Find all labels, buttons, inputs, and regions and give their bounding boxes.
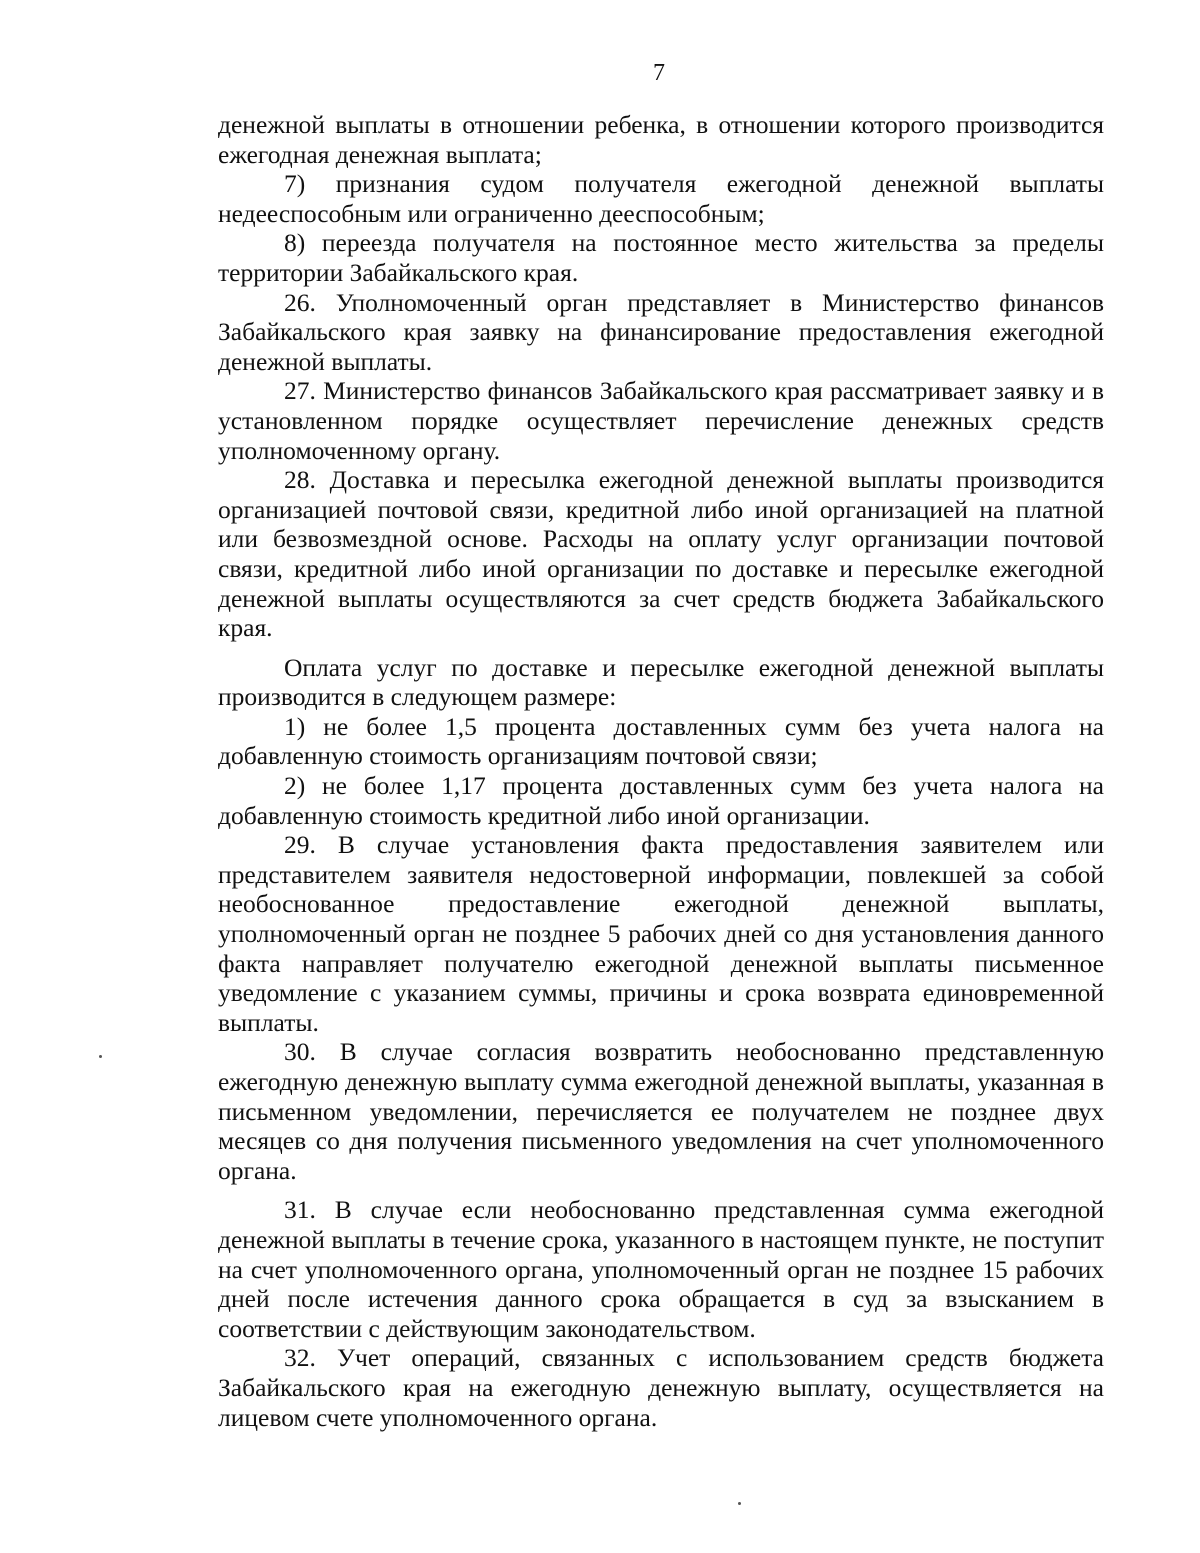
page-number: 7 xyxy=(653,60,665,86)
paragraph-27: 27. Министерство финансов Забайкальского края рассматривает заявку и в установленном порядке осуществляет перечисление денежных средств уполномоченному органу. xyxy=(218,376,1104,465)
scan-speck xyxy=(99,1055,102,1058)
scan-speck xyxy=(738,1502,741,1505)
paragraph-item-7: 7) признания судом получателя ежегодной денежной выплаты недееспособным или ограниченно дееспособным; xyxy=(218,169,1104,228)
paragraph-31: 31. В случае если необоснованно представленная сумма ежегодной денежной выплаты в течение срока, указанного в настоящем пункте, не поступит на счет уполномоченного органа, уполномоченный орган не позднее 15 рабочих дней после истечения данного срока обращается в суд за взысканием в соответствии с действующим законодательством. xyxy=(218,1195,1104,1343)
paragraph-26: 26. Уполномоченный орган представляет в Министерство финансов Забайкальского края заявку на финансирование предоставления ежегодной денежной выплаты. xyxy=(218,287,1104,376)
paragraph-rate-2: 2) не более 1,17 процента доставленных сумм без учета налога на добавленную стоимость кредитной либо иной организации. xyxy=(218,771,1104,830)
document-body xyxy=(218,110,1104,1432)
paragraph-rate-1: 1) не более 1,5 процента доставленных сумм без учета налога на добавленную стоимость организациям почтовой связи; xyxy=(218,711,1104,771)
paragraph-continuation: денежной выплаты в отношении ребенка, в отношении которого производится ежегодная денежная выплата; xyxy=(218,110,1104,169)
paragraph-29: 29. В случае установления факта предоставления заявителем или представителем заявителя недостоверной информации, повлекшей за собой необоснованное предоставление ежегодной денежной выплаты, уполномоченный орган не позднее 5 рабочих дней со дня установления данного факта направляет получателю ежегодной денежной выплаты письменное уведомление с указанием суммы, причины и срока возврата единовременной выплаты. xyxy=(218,830,1104,1037)
paragraph-30: 30. В случае согласия возвратить необоснованно представленную ежегодную денежную выплату сумма ежегодной денежной выплаты, указанная в письменном уведомлении, перечисляется ее получателем не позднее двух месяцев со дня получения письменного уведомления на счет уполномоченного органа. xyxy=(218,1037,1104,1185)
paragraph-32: 32. Учет операций, связанных с использованием средств бюджета Забайкальского края на ежегодную денежную выплату, осуществляется на лицевом счете уполномоченного органа. xyxy=(218,1343,1104,1432)
paragraph-item-8: 8) переезда получателя на постоянное место жительства за пределы территории Забайкальского края. xyxy=(218,228,1104,287)
paragraph-payment-rates: Оплата услуг по доставке и пересылке ежегодной денежной выплаты производится в следующем размере: xyxy=(218,652,1104,712)
paragraph-28: 28. Доставка и пересылка ежегодной денежной выплаты производится организацией почтовой связи, кредитной либо иной организацией на платной или безвозмездной основе. Расходы на оплату услуг организации почтовой связи, кредитной либо иной организации по доставке и пересылке ежегодной денежной выплаты осуществляются за счет средств бюджета Забайкальского края. xyxy=(218,465,1104,643)
